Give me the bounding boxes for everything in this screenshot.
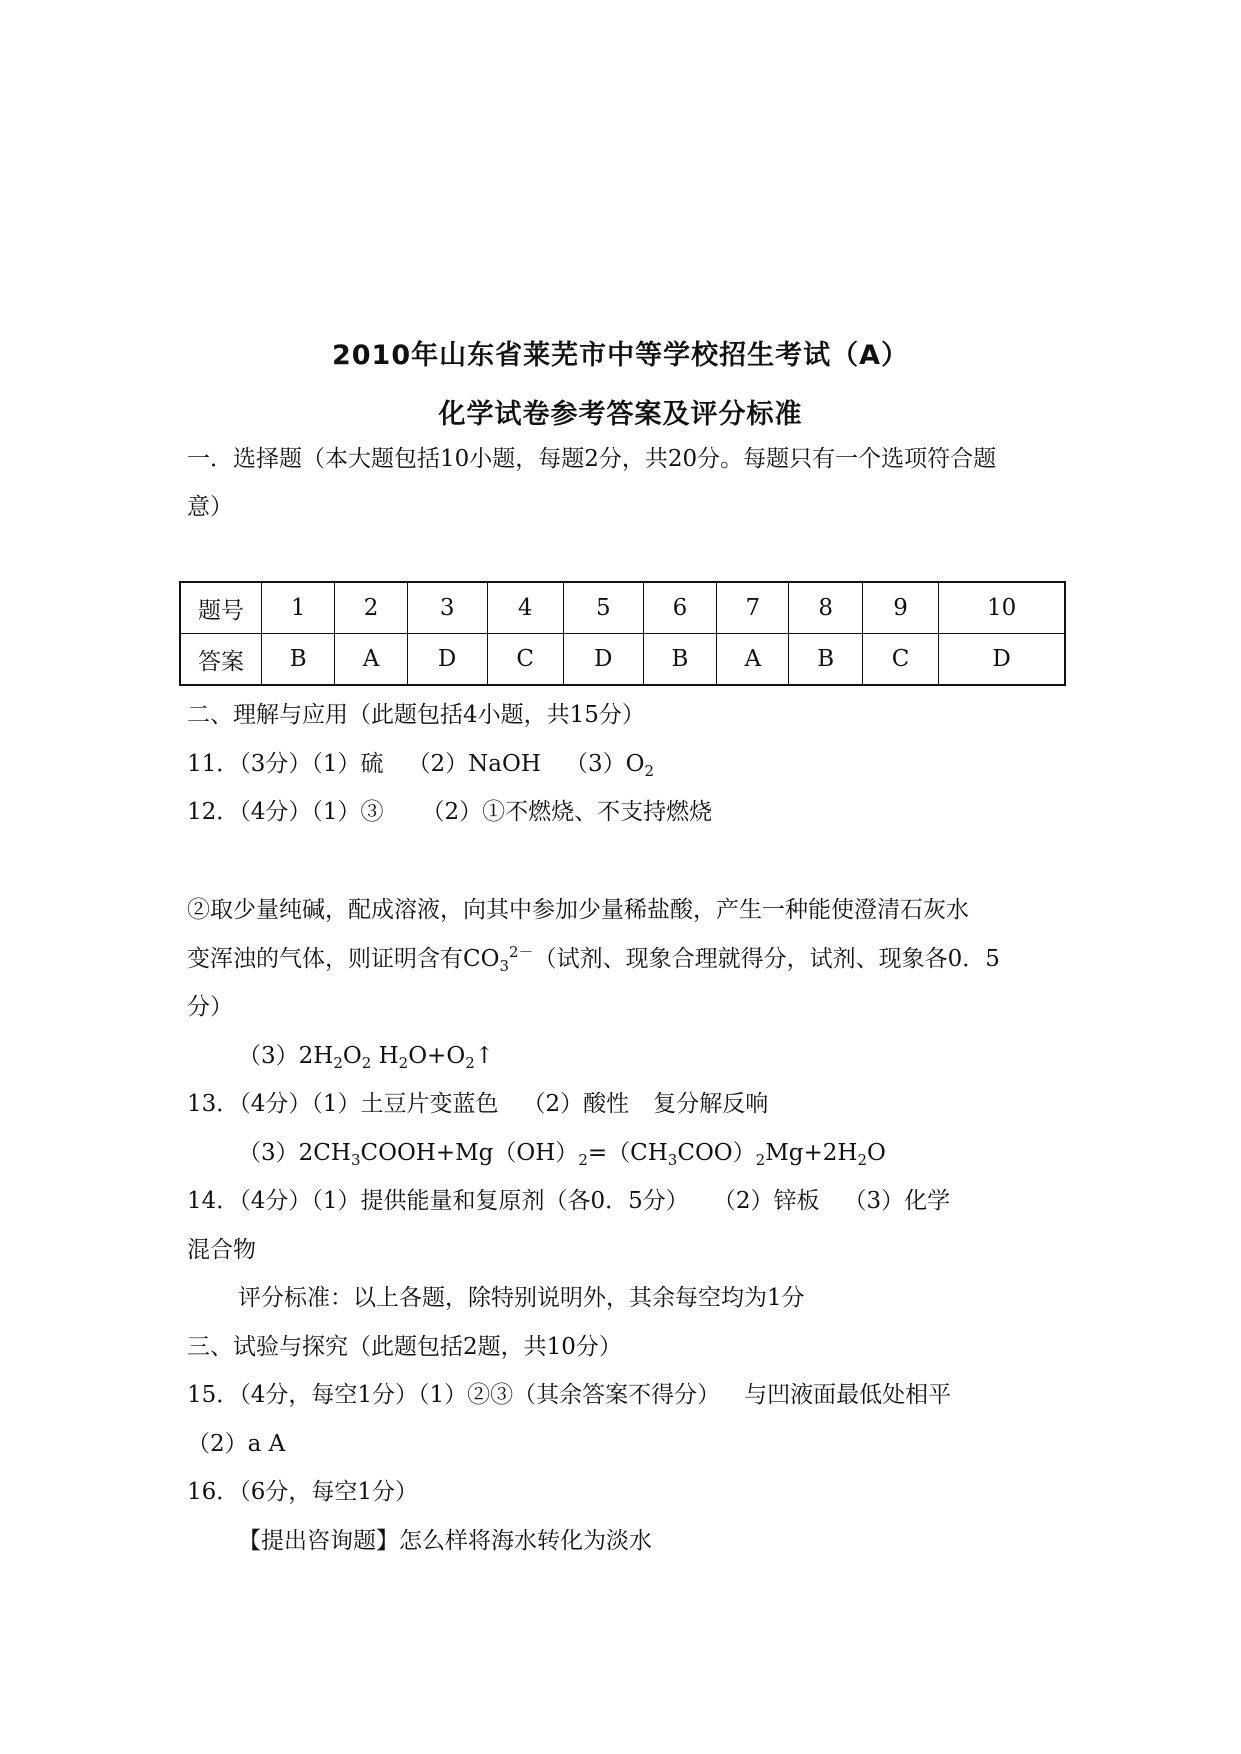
- table-cell-answer: A: [717, 634, 789, 686]
- eq-text: Mg+2H: [765, 1140, 858, 1166]
- table-cell-answer: A: [335, 634, 407, 686]
- section2-heading: 二、理解与应用（此题包括4小题，共15分）: [187, 702, 645, 728]
- q15-part1b: 与凹液面最低处相平: [744, 1382, 952, 1408]
- eq-subscript: 2: [857, 1151, 867, 1169]
- q15-answer-cont: （2）a A: [187, 1431, 286, 1457]
- q14-answer-cont: 混合物: [187, 1237, 256, 1263]
- table-cell-answer: D: [939, 634, 1065, 686]
- eq-text: O+O: [408, 1043, 466, 1069]
- q11-part1: 11．（3分）（1）硫: [187, 751, 384, 777]
- eq-subscript: 2: [361, 1054, 372, 1072]
- eq-text: O: [867, 1140, 886, 1166]
- table-cell-number: 9: [862, 582, 938, 634]
- eq-text: COO）: [677, 1140, 756, 1166]
- table-cell-answer: B: [789, 634, 862, 686]
- eq-text: H: [371, 1043, 399, 1069]
- q13-part1: 13．（4分）（1）土豆片变蓝色: [187, 1091, 499, 1117]
- q12-answer: [187, 797, 712, 827]
- q14-answer: [187, 1186, 950, 1216]
- q12-carbonate-subscript: 3: [499, 957, 510, 975]
- q13-part2: （2）酸性: [522, 1091, 630, 1117]
- document-title: 2010年山东省莱芜市中等学校招生考试（A）: [331, 340, 910, 371]
- eq-subscript: 3: [350, 1151, 361, 1169]
- table-row-numbers: [180, 582, 1065, 634]
- table-cell-number: 4: [487, 582, 563, 634]
- eq-text: （3）2H: [238, 1043, 334, 1069]
- table-row-answers: [180, 634, 1065, 686]
- q15-answer: [187, 1380, 951, 1410]
- q12-detail-text-cont: （试剂、现象合理就得分，试剂、现象各0．5: [533, 946, 1000, 972]
- table-cell-number: 7: [717, 582, 789, 634]
- q12-part1: 12．（4分）（1）③: [187, 799, 384, 825]
- table-cell-answer: D: [407, 634, 487, 686]
- q12-part2: （2）①不燃烧、不支持燃烧: [421, 799, 713, 825]
- table-cell-answer: C: [862, 634, 938, 686]
- q12-part2-detail-line3: 分）: [187, 994, 233, 1020]
- table-cell-number: 3: [407, 582, 487, 634]
- document-subtitle: 化学试卷参考答案及评分标准: [438, 399, 803, 430]
- eq-subscript: 2: [755, 1151, 766, 1169]
- q13-answer: [187, 1089, 768, 1119]
- scoring-standard: 评分标准：以上各题，除特别说明外，其余每空均为1分: [238, 1285, 805, 1311]
- section1-heading-cont: 意）: [187, 494, 233, 520]
- eq-text: （3）2CH: [238, 1140, 351, 1166]
- eq-subscript: 2: [465, 1054, 475, 1072]
- q16-answer: 16．（6分，每空1分）: [187, 1479, 419, 1505]
- q12-part2-detail-line2: [187, 944, 1000, 974]
- q11-part3-subscript: 2: [644, 762, 654, 780]
- q12-carbonate-charge: 2－: [509, 943, 534, 961]
- table-cell-answer: C: [487, 634, 563, 686]
- table-cell-number: 2: [335, 582, 407, 634]
- table-cell-number: 6: [643, 582, 716, 634]
- q16-question: 【提出咨询题】怎么样将海水转化为淡水: [238, 1528, 652, 1554]
- answer-table: [179, 581, 1066, 686]
- eq-text: O: [342, 1043, 362, 1069]
- table-cell-number: 8: [789, 582, 862, 634]
- q14-part2: （2）锌板: [712, 1188, 820, 1214]
- q13-part3-equation: [238, 1138, 886, 1168]
- eq-subscript: 2: [333, 1054, 343, 1072]
- q15-part1: 15．（4分，每空1分）（1）②③（其余答案不得分）: [187, 1382, 721, 1408]
- q11-part2: （2）NaOH: [407, 751, 541, 777]
- table-cell-number: 10: [939, 582, 1065, 634]
- q11-part3: （3）O: [564, 751, 645, 777]
- eq-subscript: 3: [667, 1151, 678, 1169]
- table-cell-number: 1: [262, 582, 335, 634]
- section1-heading: 一．选择题（本大题包括10小题，每题2分，共20分。每题只有一个选项符合题: [187, 446, 997, 472]
- q11-answer: [187, 749, 654, 779]
- table-cell-answer: B: [643, 634, 716, 686]
- q14-part3: （3）化学: [843, 1188, 951, 1214]
- table-header-question: 题号: [180, 582, 262, 634]
- eq-text: COOH+Mg（OH）: [360, 1140, 579, 1166]
- eq-subscript: 2: [578, 1151, 588, 1169]
- table-cell-number: 5: [563, 582, 643, 634]
- q14-part1: 14．（4分）（1）提供能量和复原剂（各0．5分）: [187, 1188, 689, 1214]
- q12-part2-detail-line1: ②取少量纯碱，配成溶液，向其中参加少量稀盐酸，产生一种能使澄清石灰水: [187, 897, 969, 923]
- table-cell-answer: D: [563, 634, 643, 686]
- q12-part3-equation: [238, 1041, 494, 1071]
- q13-part2b: 复分解反响: [653, 1091, 769, 1117]
- eq-text: ↑: [474, 1043, 495, 1069]
- eq-text: =（CH: [587, 1140, 668, 1166]
- q12-detail-text: 变浑浊的气体，则证明含有CO: [187, 946, 500, 972]
- table-cell-answer: B: [262, 634, 335, 686]
- eq-subscript: 2: [398, 1054, 409, 1072]
- section3-heading: 三、试验与探究（此题包括2题，共10分）: [187, 1334, 622, 1360]
- table-header-answer: 答案: [180, 634, 262, 686]
